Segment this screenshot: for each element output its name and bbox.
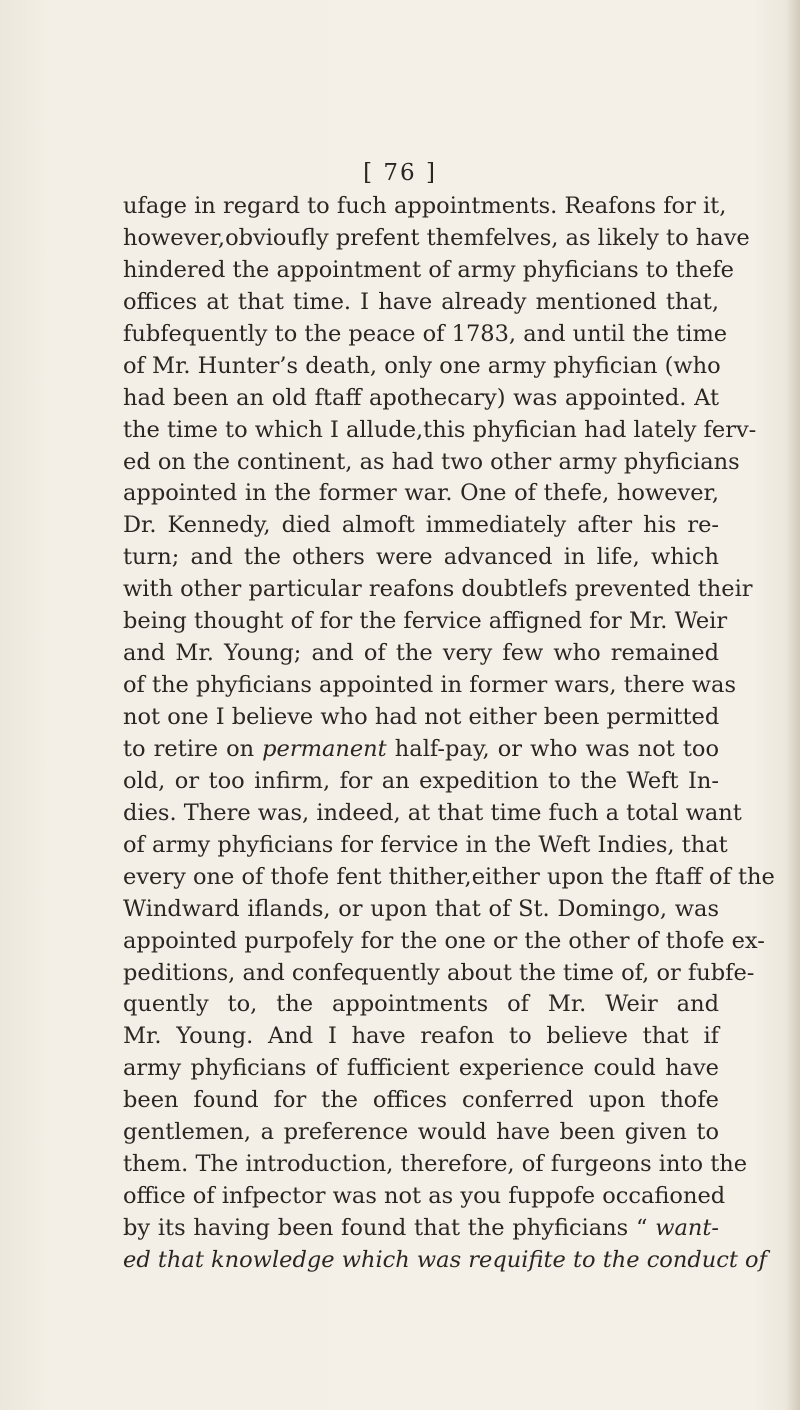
text-line-after-11: gentlemen, a preference would have been given to	[123, 1119, 719, 1146]
text-line-after-5: appointed purpofely for the one or the other of thofe ex-	[123, 927, 765, 954]
text-line-12: with other particular reafons doubtlefs prevented their	[123, 576, 753, 603]
text-line-8: ed on the continent, as had two other army phyficians	[123, 448, 740, 475]
text-line-after-4: Windward iflands, or upon that of St. Domingo, was	[123, 895, 719, 922]
italic-word-want: want-	[655, 1215, 719, 1241]
text-line-6: had been an old ftaff apothecary) was appointed. At	[123, 384, 719, 411]
text-line-0: ufage in regard to fuch appointments. Reafons for it,	[123, 193, 727, 219]
text-block-top	[123, 191, 757, 734]
text-line-5: of Mr. Hunter’s death, only one army phyfician (who	[123, 352, 721, 379]
text-line-3: offices at that time. I have already mentioned that,	[123, 288, 719, 315]
text-line-final-italic: ed that knowledge which was requifite to the conduct of	[123, 1246, 767, 1273]
text-line-after-12: them. The introduction, therefore, of furgeons into the	[123, 1151, 748, 1178]
text-line-11: turn; and the others were advanced in life, which	[123, 544, 719, 571]
text-line-9: appointed in the former war. One of thefe, however,	[123, 480, 719, 507]
text-line-1: however,obvioufly prefent themfelves, as likely to have	[123, 224, 750, 251]
text-line-after-10: been found for the offices conferred upon thofe	[123, 1087, 719, 1114]
text-line-16: not one I believe who had not either been permitted	[123, 704, 720, 730]
text-line-after-3: every one of thofe fent thither,either upon the ftaff of the	[123, 863, 775, 890]
page-number: [ 76 ]	[363, 160, 437, 186]
text-line-after-8: Mr. Young. And I have reafon to believe that if	[123, 1023, 719, 1050]
text-line-4: fubfequently to the peace of 1783, and until the time	[123, 320, 728, 347]
text-line-after-0: old, or too infirm, for an expedition to the Weft In-	[123, 767, 719, 794]
text-line-after-2: of army phyficians for fervice in the Weft Indies, that	[123, 831, 728, 858]
text-line-after-9: army phyficians of fufficient experience could have	[123, 1055, 719, 1082]
text-block-bottom	[123, 766, 775, 1213]
text-line-after-13: office of infpector was not as you fuppofe occafioned	[123, 1183, 726, 1210]
text-line-2: hindered the appointment of army phyficians to thefe	[123, 256, 734, 283]
text-line-after-1: dies. There was, indeed, at that time fuch a total want	[123, 799, 742, 826]
body-text	[123, 191, 775, 1277]
text-line-want: by its having been found that the phyficians “ want-	[123, 1215, 719, 1241]
text-line-10: Dr. Kennedy, died almoft immediately after his re-	[123, 512, 719, 539]
text-line-after-7: quently to, the appointments of Mr. Weir and	[123, 991, 719, 1018]
text-line-after-6: peditions, and confequently about the time of, or fubfe-	[123, 959, 755, 986]
text-line-7: the time to which I allude,this phyfician had lately ferv-	[123, 416, 757, 443]
text-line-permanent: to retire on permanent half-pay, or who was not too	[123, 735, 719, 762]
text-line-15: of the phyficians appointed in former wars, there was	[123, 672, 737, 699]
page-edge-shadow	[786, 0, 800, 1410]
italic-word-permanent: permanent	[262, 735, 387, 762]
text-line-13: being thought of for the fervice affigned for Mr. Weir	[123, 608, 728, 635]
text-line-14: and Mr. Young; and of the very few who remained	[123, 640, 719, 667]
